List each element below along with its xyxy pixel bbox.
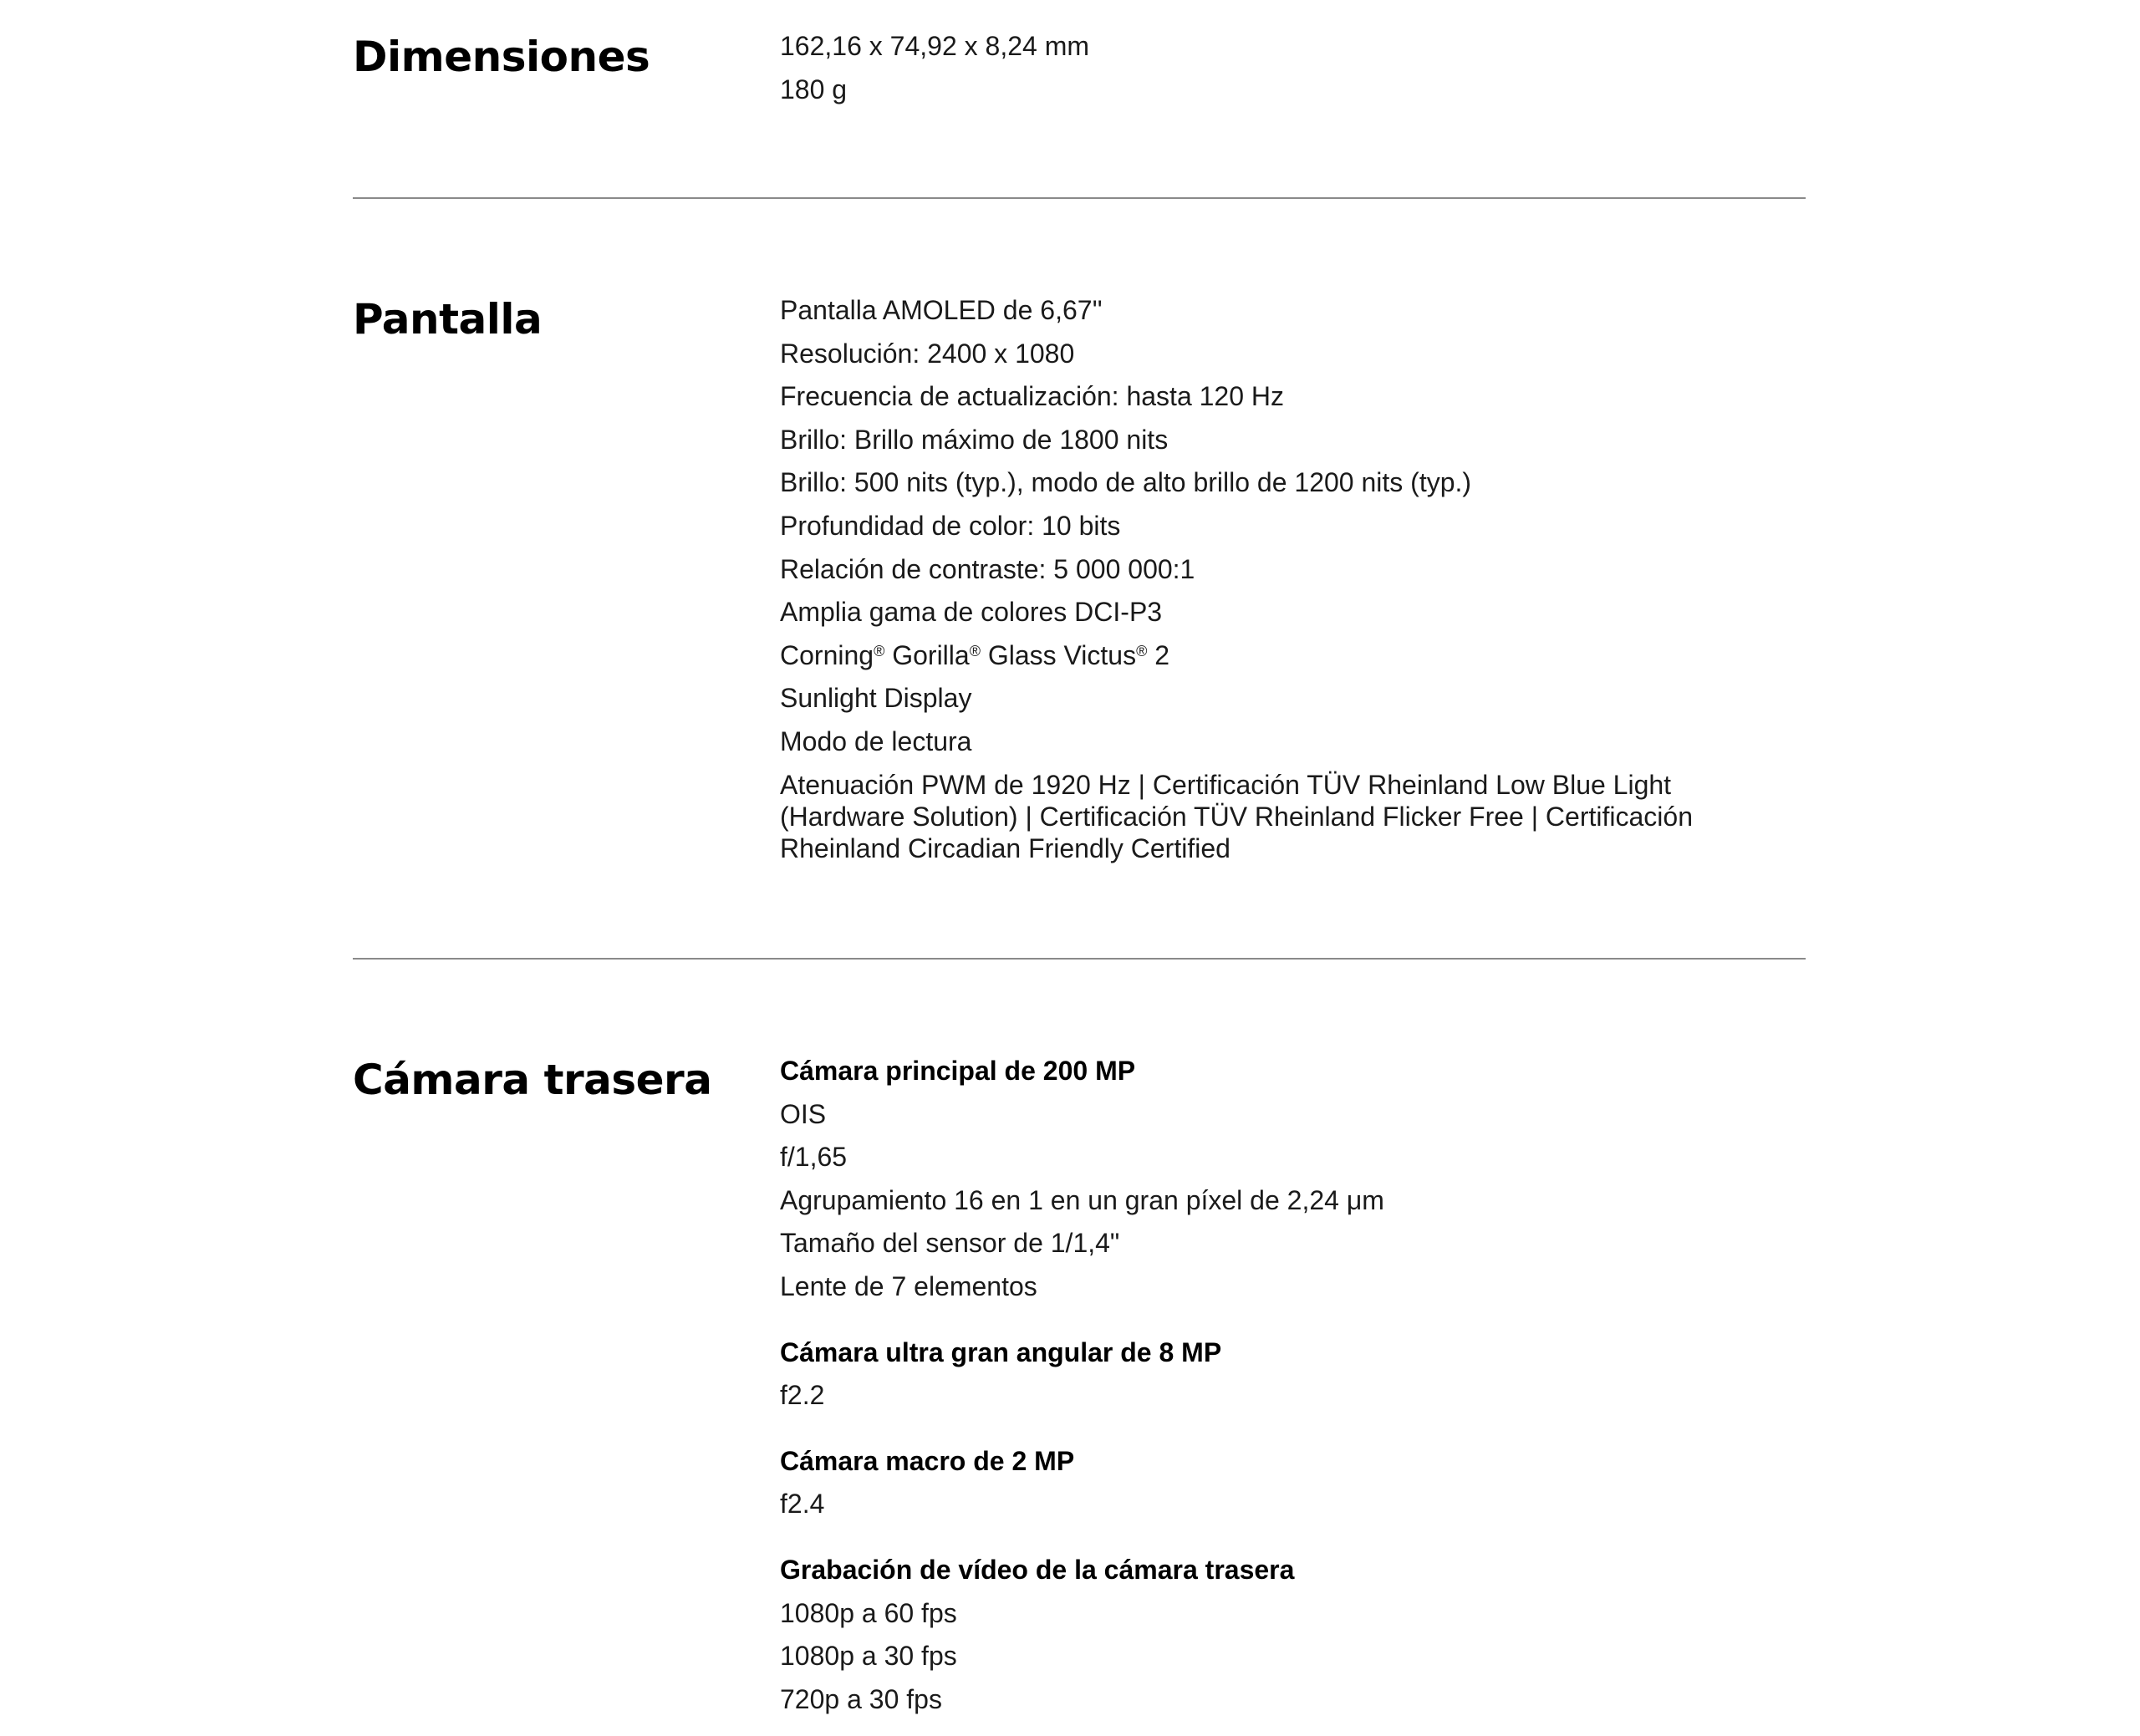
gorilla-text-3: Glass Victus [980,639,1137,670]
spec-line: Lente de 7 elementos [780,1270,1037,1301]
camera-group-video [780,1554,1741,1726]
gorilla-text-4: 2 [1147,639,1170,670]
camera-heading: Cámara macro de 2 MP [780,1445,1075,1476]
spec-line-gorilla-glass [780,639,1741,683]
spec-line: Agrupamiento 16 en 1 en un gran píxel de 2,24 μm [780,1184,1384,1215]
camera-group-macro [780,1445,1741,1531]
spec-line: f2.4 [780,1489,825,1520]
gorilla-text-2: Gorilla [884,639,970,670]
camera-heading: Cámara ultra gran angular de 8 MP [780,1336,1222,1367]
registered-mark: ® [969,642,981,659]
spec-line: f/1,65 [780,1142,848,1173]
camera-heading: Grabación de vídeo de la cámara trasera [780,1554,1295,1585]
rear-camera-specs [780,1055,1741,1726]
spec-line: f2.2 [780,1380,825,1411]
spec-line: 720p a 30 fps [780,1683,942,1714]
spec-line: 1080p a 30 fps [780,1641,957,1672]
spec-line: OIS [780,1098,827,1129]
spec-line: Sunlight Display [780,683,972,714]
registered-mark: ® [874,642,885,659]
display-specs [780,294,1741,864]
section-title-dimensions: Dimensiones [353,33,650,81]
camera-group-ultrawide [780,1336,1741,1423]
spec-line: 180 g [780,74,848,104]
dimensions-specs [780,30,1741,116]
registered-mark: ® [1136,642,1148,659]
spec-line: Brillo: Brillo máximo de 1800 nits [780,424,1169,455]
spec-line: Frecuencia de actualización: hasta 120 Hz [780,381,1285,412]
section-title-rear-camera: Cámara trasera [353,1056,712,1104]
spec-line-certifications: Atenuación PWM de 1920 Hz | Certificación TÜV Rheinland Low Blue Light (Hardware Solution) | Certificación TÜV Rheinland Flicker Free | Certificación Rheinland Circadian Friendly Certified [780,769,1693,863]
gorilla-text-1: Corning [780,639,874,670]
spec-line: 162,16 x 74,92 x 8,24 mm [780,31,1089,61]
spec-line: Modo de lectura [780,725,972,756]
spec-line: Brillo: 500 nits (typ.), modo de alto brillo de 1200 nits (typ.) [780,467,1472,498]
section-rear-camera [353,1055,1806,1723]
section-display [353,294,1806,879]
section-title-display: Pantalla [353,295,543,344]
section-dimensions [353,32,1806,107]
spec-line: 1080p a 60 fps [780,1597,957,1628]
spec-line: Resolución: 2400 x 1080 [780,338,1075,369]
section-divider [353,197,1806,199]
spec-line: Relación de contraste: 5 000 000:1 [780,553,1195,584]
spec-line: Tamaño del sensor de 1/1,4" [780,1228,1120,1259]
spec-line: Pantalla AMOLED de 6,67'' [780,295,1103,325]
spec-line: Amplia gama de colores DCI-P3 [780,597,1163,628]
section-divider [353,958,1806,960]
camera-heading: Cámara principal de 200 MP [780,1056,1136,1086]
spec-line: Profundidad de color: 10 bits [780,510,1121,541]
camera-group-main [780,1055,1741,1314]
